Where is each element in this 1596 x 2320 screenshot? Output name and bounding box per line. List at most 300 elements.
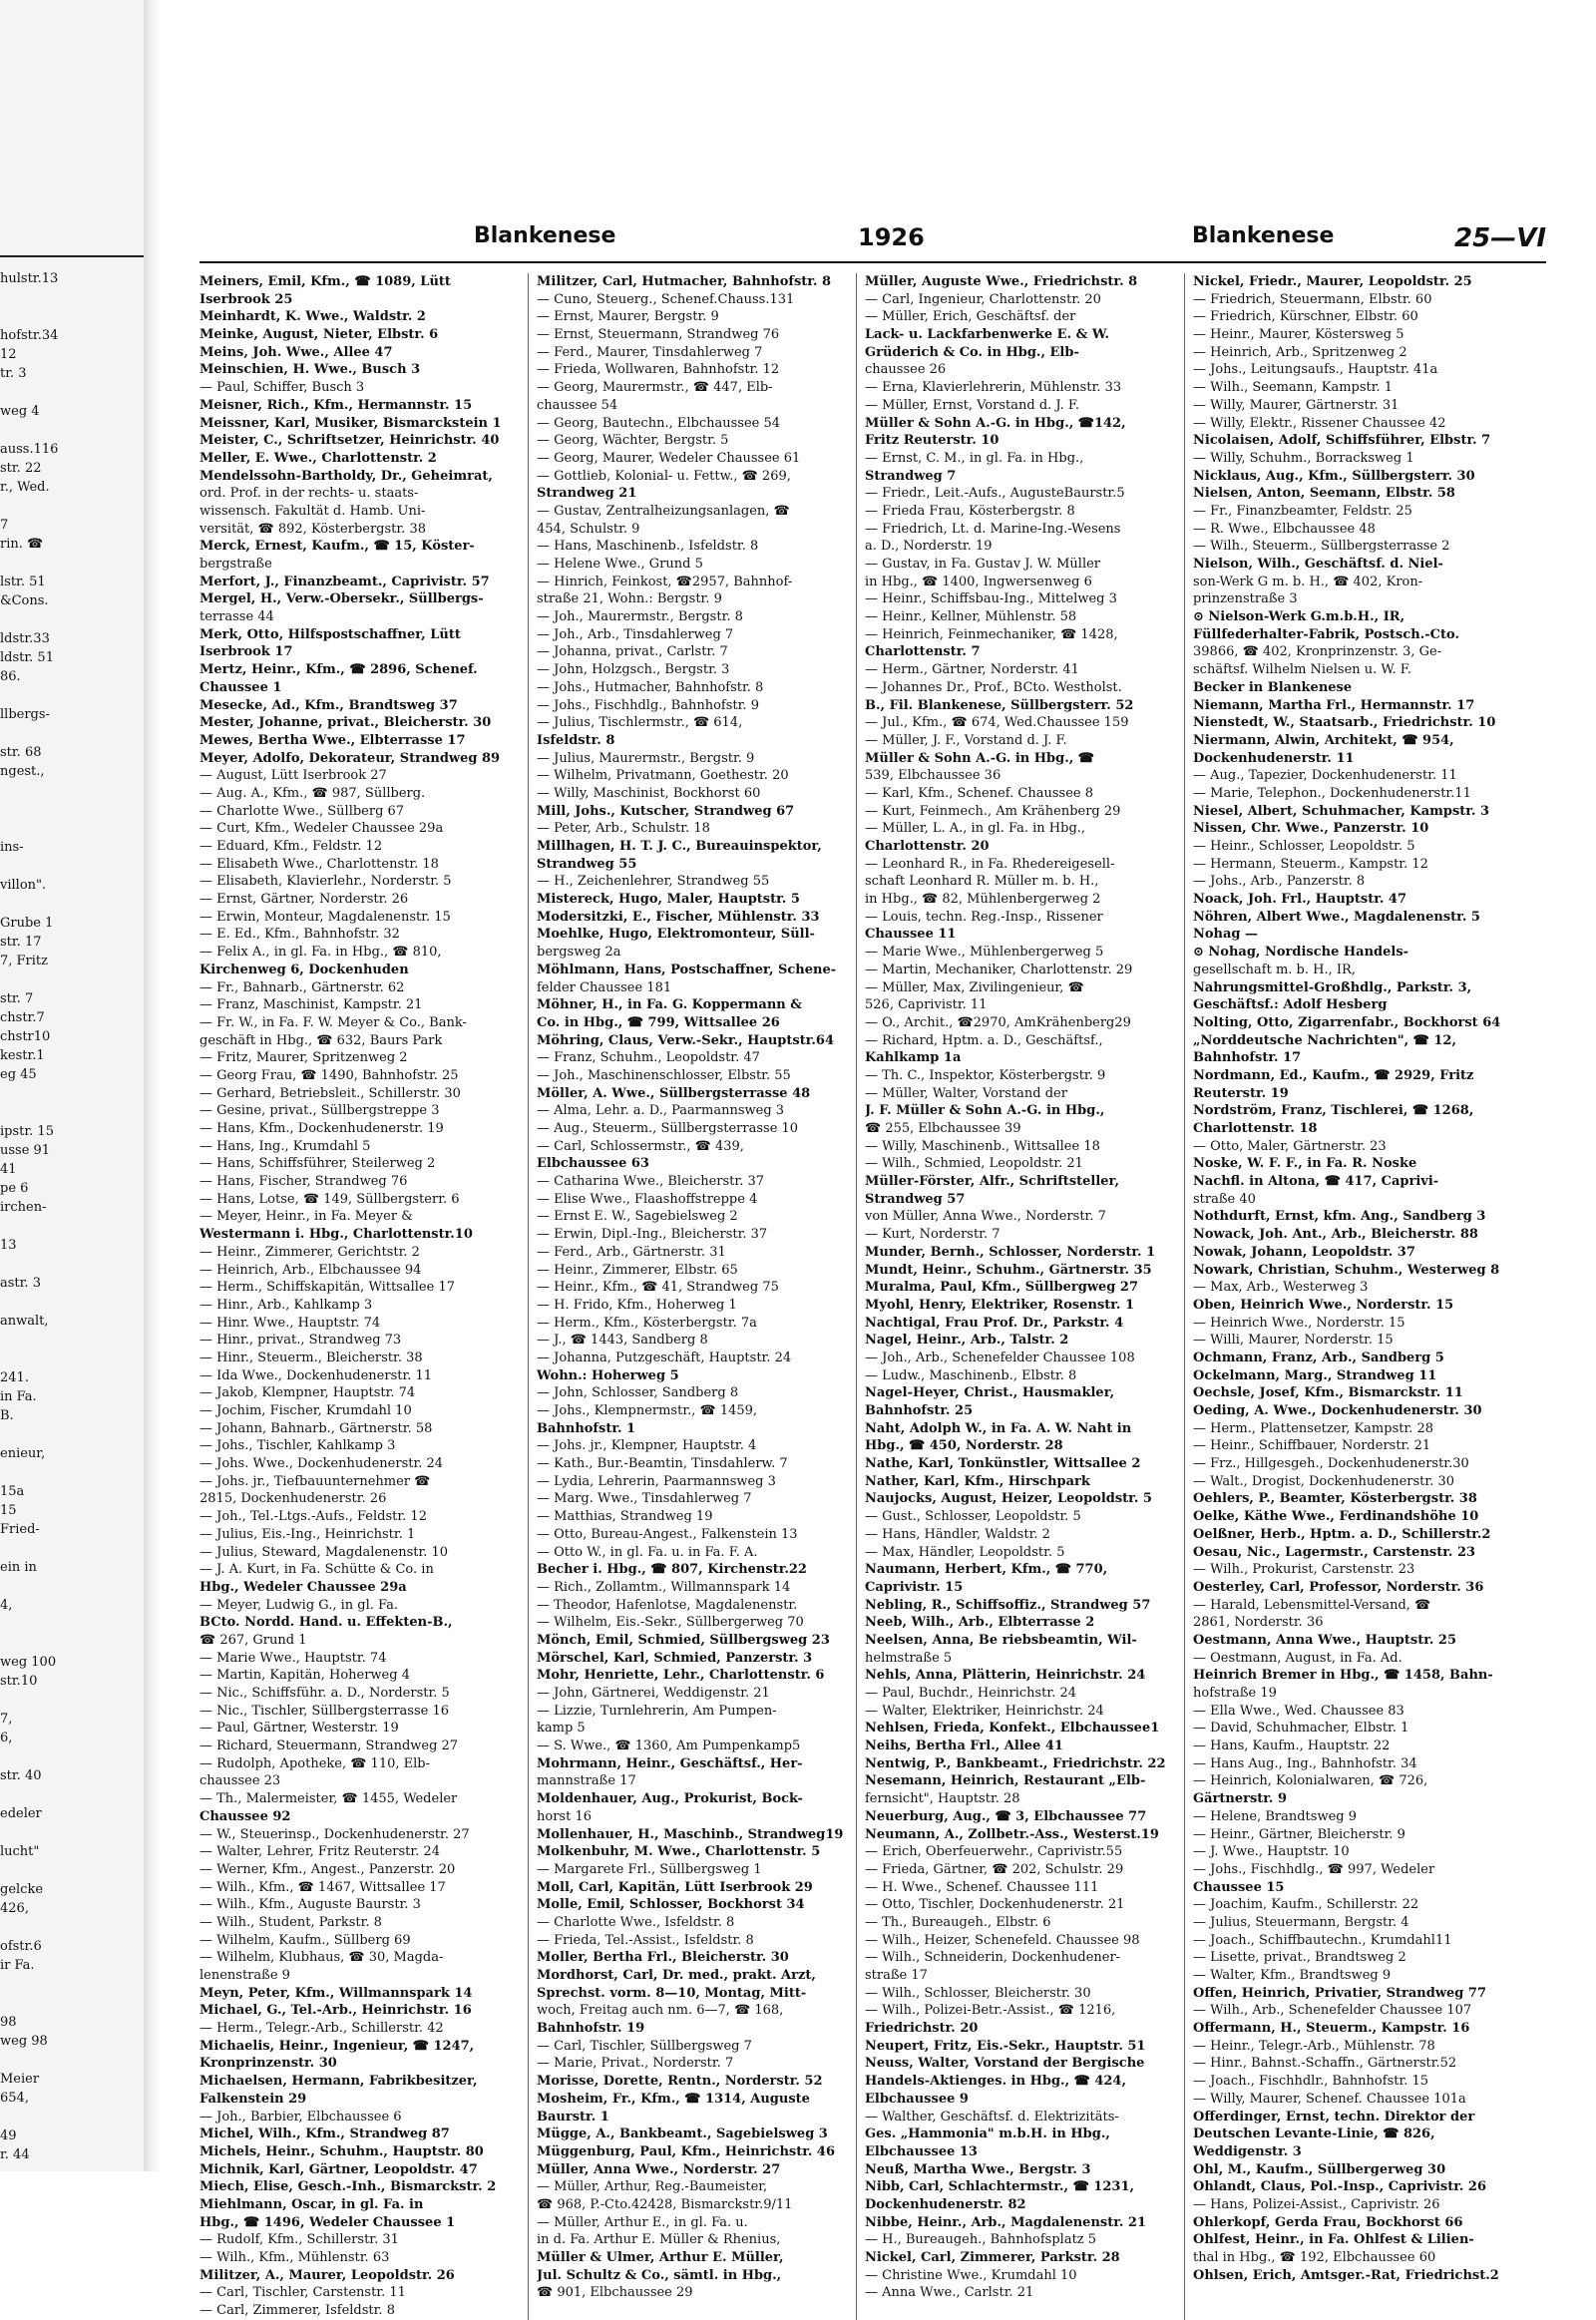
adjacent-page-fragment: 13 [0,1238,17,1253]
directory-entry: Deutschen Levante-Linie, ☎ 826, [1193,2127,1435,2142]
directory-entry: — Johs., Tischler, Kahlkamp 3 [200,1438,396,1454]
adjacent-page-fragment: ldstr. 51 [0,650,54,665]
adjacent-page-fragment [0,1823,146,1842]
directory-entry: — Hinr. Wwe., Hauptstr. 74 [200,1315,381,1331]
adjacent-page-fragment [0,288,146,307]
directory-entry: Mester, Johanne, privat., Bleicherstr. 30 [200,715,492,731]
directory-entry: geschäft in Hbg., ☎ 632, Baurs Park [200,1032,443,1048]
directory-entry: — Fritz, Maurer, Spritzenweg 2 [200,1050,408,1066]
directory-column-4 [1184,273,1512,2320]
directory-entry: — Marg. Wwe., Tinsdahlerweg 7 [537,1491,752,1507]
directory-entry: 2861, Norderstr. 36 [1193,1615,1324,1631]
directory-entry: — Joach., Fischhdlr., Bahnhofstr. 15 [1193,2074,1429,2090]
directory-entry: Oben, Heinrich Wwe., Norderstr. 15 [1193,1297,1454,1313]
directory-entry: — Willy, Maschinenb., Wittsallee 18 [865,1138,1100,1154]
directory-entry: — Felix A., in gl. Fa. in Hbg., ☎ 810, [200,945,442,961]
directory-entry: — Gottlieb, Kolonial- u. Fettw., ☎ 269, [537,468,791,484]
directory-entry: Nathe, Karl, Tonkünstler, Wittsallee 2 [865,1456,1141,1472]
directory-entry: — Joach., Schiffbautechn., Krumdahl11 [1193,1932,1452,1948]
directory-entry: J. F. Müller & Sohn A.-G. in Hbg., [865,1103,1105,1119]
directory-entry: — Willy, Maurer, Gärtnerstr. 31 [1193,397,1399,413]
directory-entry: Kirchenweg 6, Dockenhuden [200,962,409,977]
directory-entry: Nienstedt, W., Staatsarb., Friedrichstr. 10 [1193,715,1496,731]
adjacent-page-fragment: enieur, [0,1446,46,1461]
adjacent-page-fragment: 7, Fritz [0,954,49,968]
directory-entry: — Johanna, privat., Carlstr. 7 [537,644,728,660]
adjacent-page-strip [0,0,150,2171]
directory-entry: Moldenhauer, Aug., Prokurist, Bock- [537,1791,803,1807]
directory-entry: — Lisette, privat., Brandtsweg 2 [1193,1950,1406,1966]
directory-entry: — August, Lütt Iserbrook 27 [200,768,387,784]
directory-entry: chaussee 23 [200,1773,281,1789]
directory-entry: — Carl, Schlossermstr., ☎ 439, [537,1138,744,1154]
directory-entry: — John, Holzgsch., Bergstr. 3 [537,662,730,678]
directory-entry: — Otto, Maler, Gärtnerstr. 23 [1193,1138,1387,1154]
directory-entry: — Wilh., Prokurist, Carstenstr. 23 [1193,1562,1415,1578]
adjacent-page-fragment: usse 91 [0,1143,51,1158]
directory-entry: ord. Prof. in der rechts- u. staats- [200,486,419,502]
directory-entry: straße 40 [1193,1191,1256,1207]
directory-entry: — Wilh., Schneiderin, Dockenhudener- [865,1950,1121,1966]
directory-entry: Niemann, Martha Frl., Hermannstr. 17 [1193,697,1475,713]
directory-entry: Weddigenstr. 3 [1193,2143,1302,2159]
adjacent-page-fragment [0,1634,146,1653]
directory-entry: — S. Wwe., ☎ 1360, Am Pumpenkamp5 [537,1739,801,1754]
directory-entry: Michaelsen, Hermann, Fabrikbesitzer, [200,2074,478,2090]
directory-entry: — Carl, Ingenieur, Charlottenstr. 20 [865,291,1101,307]
directory-entry: — Willy, Schuhm., Borracksweg 1 [1193,450,1414,466]
directory-entry: Mergel, H., Verw.-Obersekr., Süllbergs- [200,591,484,607]
directory-entry: — Wilh., Seemann, Kampstr. 1 [1193,380,1394,396]
directory-entry: — Cuno, Steuerg., Schenef.Chauss.131 [537,291,795,307]
directory-entry: Meller, E. Wwe., Charlottenstr. 2 [200,450,437,466]
directory-entry: — Ernst, C. M., in gl. Fa. in Hbg., [865,450,1084,466]
directory-entry: — Paul, Schiffer, Busch 3 [200,380,365,396]
directory-entry: Grüderich & Co. in Hbg., Elb- [865,344,1079,360]
directory-entry: Charlottenstr. 7 [865,644,981,660]
directory-entry: Bahnhofstr. 1 [537,1420,636,1436]
adjacent-page-fragment: hofstr.34 [0,328,59,343]
directory-entry: — Hinr., Bahnst.-Schaffn., Gärtnerstr.52 [1193,2056,1457,2072]
directory-entry: — Helene Wwe., Grund 5 [537,557,703,572]
directory-entry: Mendelssohn-Bartholdy, Dr., Geheimrat, [200,468,493,484]
directory-entry: Chaussee 11 [865,927,957,943]
directory-entry: — J. Wwe., Hauptstr. 10 [1193,1844,1350,1860]
directory-entry: — Johs. jr., Klempner, Hauptstr. 4 [537,1438,757,1454]
adjacent-page-fragment: pe 6 [0,1181,29,1196]
directory-entry: — Heinrich, Arb., Spritzenweg 2 [1193,344,1407,360]
directory-entry: schaft Leonhard R. Müller m. b. H., [865,874,1099,890]
adjacent-page-fragment: str.10 [0,1674,38,1689]
directory-entry: Neupert, Fritz, Eis.-Sekr., Hauptstr. 51 [865,2038,1146,2054]
directory-entry: Nahrungsmittel-Großhdlg., Parkstr. 3, [1193,979,1472,995]
directory-entry: Meisner, Rich., Kfm., Hermannstr. 15 [200,397,473,413]
directory-entry: — Hans, Schiffsführer, Steilerweg 2 [200,1156,436,1172]
directory-entry: Meiners, Emil, Kfm., ☎ 1089, Lütt [200,274,451,289]
directory-entry: — Friedr., Leit.-Aufs., AugusteBaurstr.5 [865,486,1125,502]
directory-entry: — Wilhelm, Privatmann, Goethestr. 20 [537,768,789,784]
directory-entry: Mollenhauer, H., Maschinb., Strandweg19 [537,1826,844,1842]
directory-entry: — Joh., Tel.-Ltgs.-Aufs., Feldstr. 12 [200,1509,427,1525]
directory-entry: Becker in Blankenese [1193,679,1353,695]
directory-entry: — Rudolph, Apotheke, ☎ 110, Elb- [200,1755,430,1771]
directory-entry: Ockelmann, Marg., Strandweg 11 [1193,1367,1437,1383]
directory-entry: — Walter, Elektriker, Heinrichstr. 24 [865,1703,1104,1719]
directory-entry: Molle, Emil, Schlosser, Bockhorst 34 [537,1897,805,1913]
directory-entry: Müller & Sohn A.-G. in Hbg., ☎ [865,750,1094,766]
adjacent-page-fragment [0,1918,146,1937]
directory-entry: felder Chaussee 181 [537,979,672,995]
directory-entry: Westermann i. Hbg., Charlottenstr.10 [200,1227,473,1243]
directory-entry: wissensch. Fakultät d. Hamb. Uni- [200,503,426,519]
directory-entry: Nielsen, Anton, Seemann, Elbstr. 58 [1193,486,1455,502]
directory-entry: thal in Hbg., ☎ 192, Elbchaussee 60 [1193,2250,1436,2265]
directory-entry: — Marie Wwe., Mühlenbergerweg 5 [865,945,1104,961]
adjacent-page-fragment [0,307,146,326]
directory-entry: — Marie, Privat., Norderstr. 7 [537,2056,734,2072]
directory-entry: straße 17 [865,1968,928,1983]
directory-entry: — Peter, Arb., Schulstr. 18 [537,821,710,837]
directory-entry: Nielson, Wilh., Geschäftsf. d. Niel- [1193,557,1443,572]
directory-entry: — Ferd., Arb., Gärtnerstr. 31 [537,1244,726,1260]
directory-entry: — Johs., Arb., Panzerstr. 8 [1193,874,1366,890]
directory-entry: — Lizzie, Turnlehrerin, Am Pumpen- [537,1703,777,1719]
directory-entry: — Matthias, Strandweg 19 [537,1509,713,1525]
directory-entry: Neuerburg, Aug., ☎ 3, Elbchaussee 77 [865,1808,1147,1824]
directory-entry: Merfort, J., Finanzbeamt., Caprivistr. 57 [200,574,490,589]
adjacent-page-fragment: 12 [0,347,17,362]
directory-entry: — John, Schlosser, Sandberg 8 [537,1385,739,1401]
directory-column-2 [528,273,856,2320]
directory-entry: — Catharina Wwe., Bleicherstr. 37 [537,1174,764,1190]
directory-entry: Meinschien, H. Wwe., Busch 3 [200,362,421,378]
adjacent-page-fragment: &Cons. [0,593,49,608]
directory-entry: — Hans Aug., Ing., Bahnhofstr. 34 [1193,1755,1417,1771]
directory-entry: Offerdinger, Ernst, techn. Direktor der [1193,2109,1475,2125]
directory-entry: Naujocks, August, Heizer, Leopoldstr. 5 [865,1491,1152,1507]
directory-entry: lenenstraße 9 [200,1968,290,1983]
adjacent-page-fragment: ins- [0,840,24,855]
directory-entry: Müller & Sohn A.-G. in Hbg., ☎142, [865,415,1126,431]
directory-entry: Lack- u. Lackfarbenwerke E. & W. [865,327,1109,343]
adjacent-page-fragment: str. 40 [0,1768,42,1783]
directory-entry: — Wilhelm, Klubhaus, ☎ 30, Magda- [200,1950,444,1966]
directory-entry: Nickel, Carl, Zimmerer, Parkstr. 28 [865,2250,1120,2265]
directory-entry: Mewes, Bertha Wwe., Elbterrasse 17 [200,732,466,748]
directory-entry: Mügge, A., Bankbeamt., Sagebielsweg 3 [537,2127,828,2142]
directory-entry: — Georg, Maurermstr., ☎ 447, Elb- [537,380,773,396]
directory-entry: Strandweg 7 [865,468,957,484]
directory-entry: — Herm., Plattensetzer, Kampstr. 28 [1193,1420,1434,1436]
directory-entry: fernsicht", Hauptstr. 28 [865,1791,1020,1807]
adjacent-page-fragment: eg 45 [0,1067,37,1082]
adjacent-page-fragment [0,970,146,989]
directory-entry: Moller, Bertha Frl., Bleicherstr. 30 [537,1950,789,1966]
adjacent-page-fragment: str. 7 [0,991,34,1006]
directory-entry: — Frz., Hillgesgeh., Dockenhudenerstr.30 [1193,1456,1469,1472]
directory-entry: Munder, Bernh., Schlosser, Norderstr. 1 [865,1244,1156,1260]
directory-entry: — Heinrich Wwe., Norderstr. 15 [1193,1315,1405,1331]
directory-entry: Handels-Aktienges. in Hbg., ☎ 424, [865,2074,1126,2090]
adjacent-page-fragment [0,1615,146,1634]
directory-entry: — Wilh., Student, Parkstr. 8 [200,1914,382,1930]
directory-entry: Nowack, Joh. Ant., Arb., Bleicherstr. 88 [1193,1227,1478,1243]
directory-entry: 39866, ☎ 402, Kronprinzenstr. 3, Ge- [1193,644,1442,660]
directory-entry: — Georg, Wächter, Bergstr. 5 [537,433,729,449]
directory-entry: Iserbrook 17 [200,644,293,660]
directory-entry: — Kath., Bur.-Beamtin, Tinsdahlerw. 7 [537,1456,788,1472]
directory-entry: — Müller, Arthur, Reg.-Baumeister, [537,2179,768,2195]
directory-entry: Friedrichstr. 20 [865,2021,979,2037]
directory-entry: — H., Zeichenlehrer, Strandweg 55 [537,874,770,890]
directory-entry: Ochmann, Franz, Arb., Sandberg 5 [1193,1350,1444,1365]
adjacent-page-fragment: 7 [0,518,9,533]
adjacent-page-fragment: 426, [0,1901,29,1916]
directory-entry: — Frieda, Tel.-Assist., Isfeldstr. 8 [537,1932,754,1948]
directory-entry: — Herm., Kfm., Kösterbergstr. 7a [537,1315,757,1331]
directory-entry: Geschäftsf.: Adolf Hesberg [1193,997,1388,1013]
directory-entry: Nibbe, Heinr., Arb., Magdalenenstr. 21 [865,2214,1147,2230]
directory-entry: Füllfederhalter-Fabrik, Postsch.-Cto. [1193,626,1459,642]
directory-entry: Elbchaussee 9 [865,2091,969,2107]
directory-entry: — Franz, Maschinist, Kampstr. 21 [200,997,423,1013]
adjacent-page-fragment: 98 [0,2015,17,2030]
directory-entry: — Aug., Steuerm., Süllbergsterrasse 10 [537,1121,799,1136]
directory-entry: Hbg., ☎ 450, Norderstr. 28 [865,1438,1063,1454]
adjacent-page-fragment [0,421,146,440]
adjacent-page-fragment: rin. ☎ [0,537,44,552]
adjacent-page-fragment [0,2051,146,2070]
directory-entry: — Julius, Eis.-Ing., Heinrichstr. 1 [200,1526,416,1542]
directory-entry: Neeb, Wilh., Arb., Elbterrasse 2 [865,1615,1095,1631]
adjacent-page-fragment [0,610,146,629]
adjacent-page-fragment: 86. [0,669,21,684]
directory-entry: Offermann, H., Steuerm., Kampstr. 16 [1193,2021,1470,2037]
directory-entry: Falkenstein 29 [200,2091,307,2107]
directory-entry: — Alma, Lehr. a. D., Paarmannsweg 3 [537,1103,785,1119]
adjacent-page-fragment: auss.116 [0,442,59,457]
directory-entry: — Marie Wwe., Hauptstr. 74 [200,1650,387,1666]
adjacent-page-fragment: tr. 3 [0,366,27,381]
adjacent-page-fragment [0,819,146,838]
directory-entry: — J., ☎ 1443, Sandberg 8 [537,1333,708,1349]
directory-entry: — Richard, Hptm. a. D., Geschäftsf., [865,1032,1103,1048]
directory-entry: Mohr, Henriette, Lehr., Charlottenstr. 6 [537,1668,825,1684]
directory-entry: — Nic., Schiffsführ. a. D., Norderstr. 5 [200,1686,450,1701]
directory-entry: Nesemann, Heinrich, Restaurant „Elb- [865,1773,1146,1789]
directory-entry: — R. Wwe., Elbchaussee 48 [1193,521,1376,537]
directory-entry: Dockenhudenerstr. 11 [1193,750,1355,766]
directory-entry: Meinhardt, K. Wwe., Waldstr. 2 [200,309,426,325]
adjacent-page-fragment: llbergs- [0,707,50,722]
directory-entry: — Richard, Steuermann, Strandweg 27 [200,1739,459,1754]
directory-entry: Iserbrook 25 [200,291,293,307]
directory-entry: Michael, G., Tel.-Arb., Heinrichstr. 16 [200,2003,472,2019]
directory-entry: — Marie, Telephon., Dockenhudenerstr.11 [1193,785,1471,801]
directory-entry: Naumann, Herbert, Kfm., ☎ 770, [865,1562,1108,1578]
adjacent-page-fragment: weg 98 [0,2034,48,2049]
directory-entry: — Erich, Oberfeuerwehr., Caprivistr.55 [865,1844,1123,1860]
directory-entry: — Fr., Finanzbeamter, Feldstr. 25 [1193,503,1412,519]
directory-entry: — Heinr., Schiffbauer, Norderstr. 21 [1193,1438,1431,1454]
directory-entry: — Rich., Zollamtm., Willmannspark 14 [537,1579,791,1595]
adjacent-page-fragment [0,781,146,800]
directory-entry: Charlottenstr. 18 [1193,1121,1318,1136]
directory-entry: Bahnhofstr. 19 [537,2021,645,2037]
directory-entry: — Joh., Arb., Tinsdahlerweg 7 [537,626,734,642]
directory-entry: — Gesine, privat., Süllbergstreppe 3 [200,1103,440,1119]
directory-entry: — Aug. A., Kfm., ☎ 987, Süllberg. [200,785,426,801]
directory-entry: — Herm., Gärtner, Norderstr. 41 [865,662,1079,678]
directory-entry: Meyer, Adolfo, Dekorateur, Strandweg 89 [200,750,501,766]
directory-entry: Chaussee 92 [200,1808,291,1824]
directory-entry: Noack, Joh. Frl., Hauptstr. 47 [1193,892,1407,908]
directory-entry: — Frieda, Gärtner, ☎ 202, Schulstr. 29 [865,1861,1124,1877]
directory-entry: — Joachim, Kaufm., Schillerstr. 22 [1193,1897,1419,1913]
directory-entry: Caprivistr. 15 [865,1579,964,1595]
directory-entry: Meissner, Karl, Musiker, Bismarckstein 1 [200,415,502,431]
directory-entry: a. D., Norderstr. 19 [865,539,993,555]
directory-entry: — Julius, Steward, Magdalenenstr. 10 [200,1544,449,1560]
directory-entry: Becher i. Hbg., ☎ 807, Kirchenstr.22 [537,1562,807,1578]
directory-entry: — Kurt, Norderstr. 7 [865,1227,1000,1243]
directory-entry: — Elisabeth Wwe., Charlottenstr. 18 [200,856,439,872]
directory-entry: Müggenburg, Paul, Kfm., Heinrichstr. 46 [537,2143,836,2159]
directory-entry: — Müller, L. A., in gl. Fa. in Hbg., [865,821,1086,837]
directory-entry: prinzenstraße 3 [1193,591,1298,607]
directory-entry: Mistereck, Hugo, Maler, Hauptstr. 5 [537,892,800,908]
adjacent-page-fragment [0,1691,146,1710]
directory-entry: Oesau, Nic., Lagermstr., Carstenstr. 23 [1193,1544,1476,1560]
directory-entry: Nehls, Anna, Plätterin, Heinrichstr. 24 [865,1668,1146,1684]
directory-entry: chaussee 54 [537,397,618,413]
directory-entry: — Wilh., Polizei-Betr.-Assist., ☎ 1216, [865,2003,1116,2019]
directory-entry: ☎ 968, P.-Cto.42428, Bismarckstr.9/11 [537,2196,793,2212]
directory-entry: — Ferd., Maurer, Tinsdahlerweg 7 [537,344,763,360]
directory-entry: — Ernst E. W., Sagebielsweg 2 [537,1209,738,1225]
directory-entry: — Heinr., Gärtner, Bleicherstr. 9 [1193,1826,1405,1842]
adjacent-page-fragment [0,1975,146,1994]
directory-entry: — Eduard, Kfm., Feldstr. 12 [200,839,383,854]
directory-entry: — Leonhard R., in Fa. Rhedereigesell- [865,856,1115,872]
directory-entry: Nowak, Johann, Leopoldstr. 37 [1193,1244,1415,1260]
directory-entry: 539, Elbchaussee 36 [865,768,1001,784]
directory-entry: gesellschaft m. b. H., IR, [1193,962,1356,977]
directory-entry: Naht, Adolph W., in Fa. A. W. Naht in [865,1420,1132,1436]
adjacent-page-fragment: hulstr.13 [0,271,59,286]
directory-entry: Nebling, R., Schiffsoffiz., Strandweg 57 [865,1597,1151,1613]
directory-entry: ☎ 255, Elbchaussee 39 [865,1121,1021,1136]
directory-entry: ⊙ Nohag, Nordische Handels- [1193,945,1409,961]
directory-entry: Isfeldstr. 8 [537,732,615,748]
directory-entry: — Curt, Kfm., Wedeler Chaussee 29a [200,821,444,837]
directory-entry: Ges. „Hammonia" m.b.H. in Hbg., [865,2127,1110,2142]
directory-entry: — Hans, Fischer, Strandweg 76 [200,1174,408,1190]
directory-entry: Nicklaus, Aug., Kfm., Süllbergsterr. 30 [1193,468,1475,484]
directory-entry: Oeding, A. Wwe., Dockenhudenerstr. 30 [1193,1403,1482,1418]
directory-entry: Bahnhofstr. 25 [865,1403,974,1418]
directory-entry: — Hans, Kaufm., Hauptstr. 22 [1193,1739,1391,1754]
directory-entry: — Karl, Kfm., Schenef. Chaussee 8 [865,785,1093,801]
directory-entry: — Anna Wwe., Carlstr. 21 [865,2285,1034,2301]
page-header [200,219,1546,263]
directory-entry: — David, Schuhmacher, Elbstr. 1 [1193,1721,1409,1737]
directory-entry: — Heinr., Kellner, Mühlenstr. 58 [865,609,1077,625]
directory-entry: — Johannes Dr., Prof., BCto. Westholst. [865,679,1122,695]
directory-entry: — Charlotte Wwe., Isfeldstr. 8 [537,1914,735,1930]
directory-entry: — Franz, Schuhm., Leopoldstr. 47 [537,1050,760,1066]
adjacent-page-fragment: Grube 1 [0,916,54,931]
adjacent-page-fragment [0,1255,146,1274]
adjacent-page-fragment [0,686,146,705]
directory-entry: Noske, W. F. F., in Fa. R. Noske [1193,1156,1417,1172]
directory-entry: versität, ☎ 892, Kösterbergstr. 38 [200,521,426,537]
directory-entry: — Frieda, Wollwaren, Bahnhofstr. 12 [537,362,780,378]
adjacent-page-fragment: edeler [0,1806,42,1821]
directory-entry: — Walt., Drogist, Dockenhudenerstr. 30 [1193,1473,1454,1489]
adjacent-page-fragment: 49 [0,2128,17,2143]
directory-entry: B., Fil. Blankenese, Süllbergsterr. 52 [865,697,1134,713]
directory-entry: — Hermann, Steuerm., Kampstr. 12 [1193,856,1428,872]
adjacent-page-fragment: str. 68 [0,745,42,760]
running-title-right: Blankenese [1192,223,1335,248]
adjacent-header-rule [0,255,146,257]
directory-entry: — Lydia, Lehrerin, Paarmannsweg 3 [537,1473,776,1489]
directory-entry: — Gustav, in Fa. Gustav J. W. Müller [865,557,1101,572]
adjacent-page-fragment: 6, [0,1731,13,1745]
directory-entry: — Max, Händler, Leopoldstr. 5 [865,1544,1065,1560]
directory-entry: chaussee 26 [865,362,947,378]
directory-entry: — Aug., Tapezier, Dockenhudenerstr. 11 [1193,768,1457,784]
directory-entry: — Erwin, Monteur, Magdalenenstr. 15 [200,909,451,925]
directory-entry: Nentwig, P., Bankbeamt., Friedrichstr. 22 [865,1755,1166,1771]
directory-entry: Nordström, Franz, Tischlerei, ☎ 1268, [1193,1103,1474,1119]
directory-entry: — Christine Wwe., Krumdahl 10 [865,2267,1077,2283]
directory-entry: — Carl, Zimmerer, Isfeldstr. 8 [200,2303,395,2319]
directory-entry: — Müller, Arthur E., in gl. Fa. u. [537,2214,748,2230]
directory-entry: — Ludw., Maschinenb., Elbstr. 8 [865,1367,1077,1383]
directory-entry: Nothdurft, Ernst, kfm. Ang., Sandberg 3 [1193,1209,1486,1225]
directory-entry: — Otto, Bureau-Angest., Falkenstein 13 [537,1526,798,1542]
adjacent-page-fragment: ir Fa. [0,1958,35,1973]
directory-entry: Myohl, Henry, Elektriker, Rosenstr. 1 [865,1297,1135,1313]
adjacent-page-fragment [0,1994,146,2013]
adjacent-page-fragment: 41 [0,1162,17,1177]
directory-entry: Merk, Otto, Hilfspostschaffner, Lütt [200,626,461,642]
directory-entry: — Wilhelm, Kaufm., Süllberg 69 [200,1932,411,1948]
directory-entry: — Georg, Maurer, Wedeler Chaussee 61 [537,450,801,466]
directory-entry: — Margarete Frl., Süllbergsweg 1 [537,1861,762,1877]
directory-entry: Nissen, Chr. Wwe., Panzerstr. 10 [1193,821,1429,837]
adjacent-page-fragment [0,1463,146,1482]
directory-entry: Hbg., ☎ 1496, Wedeler Chaussee 1 [200,2214,456,2230]
directory-entry: — J. A. Kurt, in Fa. Schütte & Co. in [200,1562,434,1578]
directory-entry: woch, Freitag auch nm. 6—7, ☎ 168, [537,2003,784,2019]
directory-entry: BCto. Nordd. Hand. u. Effekten-B., [200,1615,453,1631]
directory-entry: Müller, Anna Wwe., Norderstr. 27 [537,2161,781,2177]
directory-entry: — Walter, Lehrer, Fritz Reuterstr. 24 [200,1844,440,1860]
directory-entry: — Wilh., Kfm., Mühlenstr. 63 [200,2250,390,2265]
directory-entry: Moll, Carl, Kapitän, Lütt Iserbrook 29 [537,1879,813,1895]
directory-entry: Offen, Heinrich, Privatier, Strandweg 77 [1193,1985,1487,2001]
directory-entry: Elbchaussee 63 [537,1156,649,1172]
directory-entry: Nöhren, Albert Wwe., Magdalenenstr. 5 [1193,909,1480,925]
directory-entry: — Ida Wwe., Dockenhudenerstr. 11 [200,1367,433,1383]
directory-entry: — Fr. W., in Fa. F. W. Meyer & Co., Bank- [200,1014,467,1030]
adjacent-page-text [0,269,146,2164]
adjacent-page-fragment: ipstr. 15 [0,1124,54,1139]
adjacent-page-fragment: 241. [0,1370,29,1385]
